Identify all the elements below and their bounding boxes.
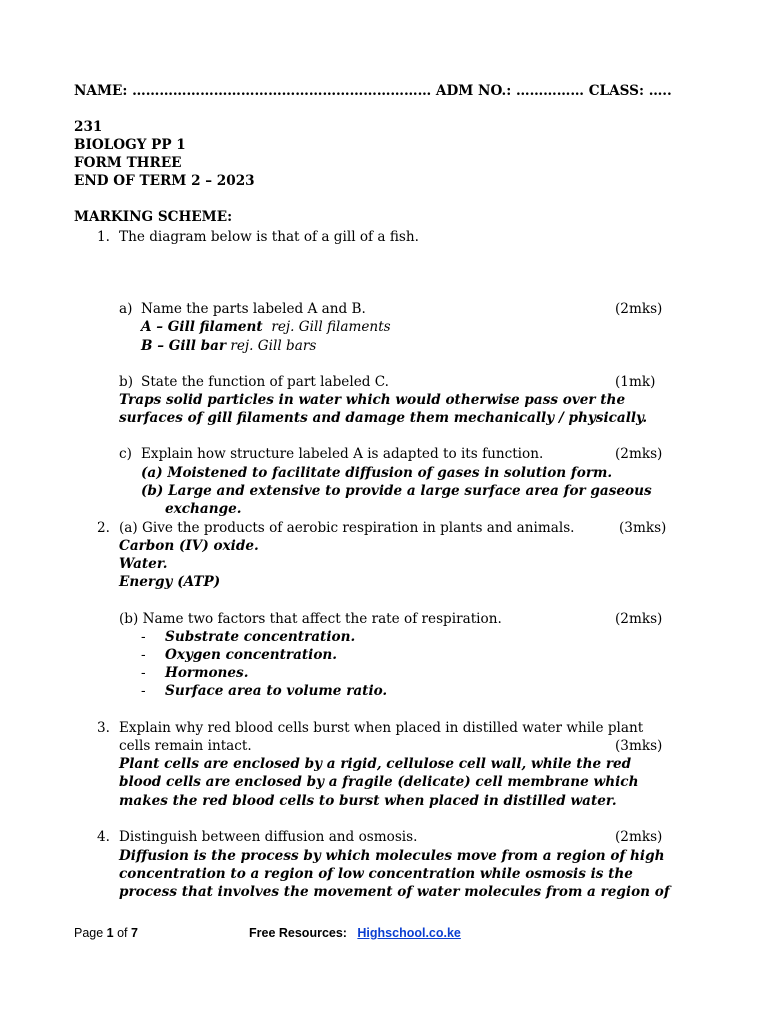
q1b-label: b) bbox=[119, 374, 134, 390]
q2a-marks: (3mks) bbox=[619, 520, 667, 536]
q1-number: 1. bbox=[97, 229, 110, 245]
q1a-answer-b bbox=[141, 337, 316, 355]
q3-answer-line-1: Plant cells are enclosed by a rigid, cellulose cell wall, while the red bbox=[119, 756, 632, 772]
q1c-answer-a: (a) Moistened to facilitate diffusion of gases in solution form. bbox=[141, 465, 613, 481]
q2b-bullet-2: - bbox=[141, 647, 146, 663]
q2a-answer-2: Water. bbox=[119, 556, 168, 572]
q4-answer-line-1: Diffusion is the process by which molecules move from a region of high bbox=[119, 848, 665, 864]
q1-text: The diagram below is that of a gill of a fish. bbox=[119, 229, 419, 245]
q2b-answer-4: Surface area to volume ratio. bbox=[165, 683, 388, 699]
q4-answer-line-2: concentration to a region of low concentration while osmosis is the bbox=[119, 866, 633, 882]
q2b-answer-1: Substrate concentration. bbox=[165, 629, 356, 645]
q4-marks: (2mks) bbox=[615, 829, 663, 845]
q1a-label: a) bbox=[119, 301, 133, 317]
page-total: 7 bbox=[131, 926, 138, 940]
marking-scheme-heading: MARKING SCHEME: bbox=[74, 209, 233, 225]
q2-number: 2. bbox=[97, 520, 110, 536]
page-of: of bbox=[113, 926, 131, 940]
paper-code: 231 bbox=[74, 119, 103, 135]
q1a-marks: (2mks) bbox=[615, 301, 663, 317]
q1a-answer-b-reject: rej. Gill bars bbox=[230, 338, 317, 354]
q1c-marks: (2mks) bbox=[615, 446, 663, 462]
q3-answer-line-3: makes the red blood cells to burst when placed in distilled water. bbox=[119, 793, 617, 809]
name-adm-class-line: NAME: ………………………………………………………… ADM NO.: …………… CLASS: ….. bbox=[74, 83, 672, 99]
free-resources bbox=[249, 926, 461, 940]
q3-number: 3. bbox=[97, 720, 110, 736]
q1a-text: Name the parts labeled A and B. bbox=[141, 301, 366, 317]
q1a-answer-a-reject: rej. Gill filaments bbox=[271, 319, 391, 335]
q3-answer-line-2: blood cells are enclosed by a fragile (delicate) cell membrane which bbox=[119, 774, 639, 790]
q1a-answer-a bbox=[141, 318, 391, 336]
q2a-text: (a) Give the products of aerobic respiration in plants and animals. bbox=[119, 520, 575, 536]
q1a-answer-b-main: B – Gill bar bbox=[141, 338, 227, 354]
q3-text-line-1: Explain why red blood cells burst when placed in distilled water while plant bbox=[119, 720, 644, 736]
q2b-marks: (2mks) bbox=[615, 611, 663, 627]
q3-text-line-2: cells remain intact. bbox=[119, 738, 252, 754]
form-level: FORM THREE bbox=[74, 155, 182, 171]
highschool-link[interactable]: Highschool.co.ke bbox=[357, 926, 461, 940]
q1b-answer-line-1: Traps solid particles in water which would otherwise pass over the bbox=[119, 392, 626, 408]
q2a-answer-3: Energy (ATP) bbox=[119, 574, 221, 590]
q1b-text: State the function of part labeled C. bbox=[141, 374, 389, 390]
page-number bbox=[74, 926, 138, 940]
q3-marks: (3mks) bbox=[615, 738, 663, 754]
q2b-answer-2: Oxygen concentration. bbox=[165, 647, 338, 663]
q2b-bullet-1: - bbox=[141, 629, 146, 645]
q1c-answer-b-line-2: exchange. bbox=[165, 501, 242, 517]
q2b-text: (b) Name two factors that affect the rate of respiration. bbox=[119, 611, 502, 627]
subject-title: BIOLOGY PP 1 bbox=[74, 137, 186, 153]
q2a-answer-1: Carbon (IV) oxide. bbox=[119, 538, 259, 554]
q1b-marks: (1mk) bbox=[615, 374, 656, 390]
page-current: 1 bbox=[106, 926, 114, 940]
q1c-label: c) bbox=[119, 446, 132, 462]
free-resources-label: Free Resources: bbox=[249, 926, 347, 940]
q2b-answer-3: Hormones. bbox=[165, 665, 249, 681]
page-prefix: Page bbox=[74, 926, 107, 940]
term-title: END OF TERM 2 – 2023 bbox=[74, 173, 255, 189]
q1c-answer-b-line-1: (b) Large and extensive to provide a large surface area for gaseous bbox=[141, 483, 652, 499]
q2b-bullet-3: - bbox=[141, 665, 146, 681]
q2b-bullet-4: - bbox=[141, 683, 146, 699]
q1a-answer-a-main: A – Gill filament bbox=[141, 319, 263, 335]
q4-text: Distinguish between diffusion and osmosis. bbox=[119, 829, 418, 845]
q4-number: 4. bbox=[97, 829, 110, 845]
q1c-text: Explain how structure labeled A is adapted to its function. bbox=[141, 446, 544, 462]
q1b-answer-line-2: surfaces of gill filaments and damage them mechanically / physically. bbox=[119, 410, 648, 426]
q4-answer-line-3: process that involves the movement of water molecules from a region of bbox=[119, 884, 670, 900]
